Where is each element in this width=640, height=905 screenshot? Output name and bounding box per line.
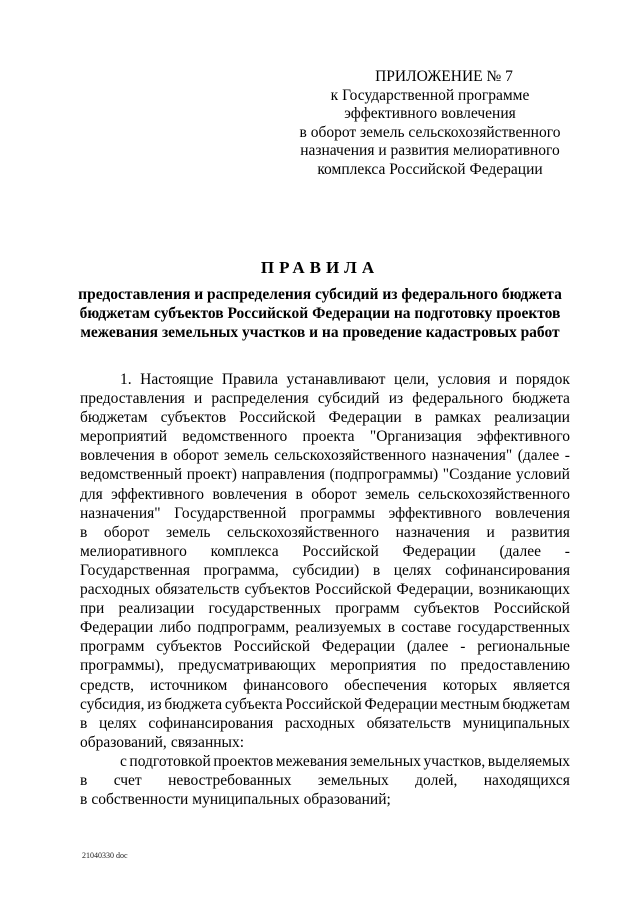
- body-word: реализации: [118, 600, 195, 618]
- body-word: государственных: [457, 619, 570, 637]
- body-word: эффективного: [477, 428, 570, 446]
- body-line: [80, 771, 570, 790]
- body-word: проекта: [302, 428, 355, 446]
- body-word: Федерации: [80, 619, 154, 637]
- body-word: по: [430, 657, 447, 675]
- body-word: Федерации: [364, 695, 438, 713]
- body-word: образований;: [303, 791, 391, 809]
- body-word: в: [372, 561, 381, 579]
- body-word: Государственная: [80, 561, 191, 579]
- body-word: реализуемых: [295, 619, 382, 637]
- body-word: Правила: [221, 371, 278, 388]
- body-word: мелиоративного: [80, 542, 187, 560]
- body-word: субъектов: [160, 409, 227, 427]
- annex-number: ПРИЛОЖЕНИЕ № 7: [375, 68, 513, 85]
- body-word: оборот: [311, 485, 357, 503]
- body-word: условий: [515, 466, 570, 484]
- body-line: [80, 637, 570, 656]
- body-word: выделяемых: [487, 752, 570, 770]
- body-word: вовлечения: [80, 447, 155, 465]
- body-word: муниципальных: [462, 714, 570, 732]
- body-word: средств,: [80, 676, 135, 694]
- body-word: земельных: [350, 752, 421, 770]
- body-word: сельскохозяйственного: [417, 485, 570, 503]
- body-line: [80, 465, 570, 484]
- body-line: [80, 427, 570, 446]
- annex-line: в оборот земель сельскохозяйственного: [299, 123, 561, 141]
- body-word: собственности: [91, 791, 189, 809]
- body-word: муниципальных: [192, 791, 300, 809]
- subtitle-line: межевания земельных участков и на проведение кадастровых работ: [80, 324, 560, 341]
- body-word: Федерации: [328, 409, 402, 427]
- body-word: программа,: [203, 561, 279, 579]
- body-word: обеспечения: [344, 676, 427, 694]
- body-word: -: [460, 638, 466, 656]
- body-word: Российской: [239, 409, 316, 427]
- body-word: условия: [437, 371, 491, 388]
- body-word: реализации: [494, 409, 570, 427]
- body-word: субсидии): [292, 561, 360, 579]
- body-word: назначения": [431, 447, 513, 465]
- body-word: связанных:: [170, 733, 244, 751]
- body-word: Российской: [493, 600, 570, 618]
- body-word: и: [194, 390, 203, 408]
- body-word: ведомственного: [182, 428, 288, 446]
- document-subtitle: [70, 285, 570, 342]
- document-title: ПРАВИЛА: [260, 258, 380, 277]
- body-word: для: [80, 485, 103, 503]
- body-word: в: [295, 485, 303, 503]
- body-word: из: [388, 390, 404, 408]
- body-word: Государственной: [174, 504, 287, 522]
- body-word: обязательств: [366, 714, 451, 732]
- body-word: рамках: [434, 409, 482, 427]
- body-word: бюджетам: [80, 409, 148, 427]
- body-word: в: [80, 714, 88, 732]
- body-line: [80, 618, 570, 637]
- body-line: [80, 408, 570, 427]
- body-word: либо: [159, 619, 192, 637]
- body-word: оборот: [103, 523, 150, 541]
- body-word: бюджета: [164, 695, 223, 713]
- body-word: в: [387, 619, 396, 637]
- body-word: подготовкой: [129, 752, 211, 770]
- body-word: возникающих: [478, 581, 570, 599]
- body-word: Российской: [233, 638, 311, 656]
- body-word: счет: [113, 771, 142, 789]
- body-word: субъектов: [413, 600, 480, 618]
- body-word: Российской: [302, 542, 379, 560]
- annex-header: [290, 68, 570, 180]
- body-word: долей,: [415, 771, 458, 789]
- body-word: сельскохозяйственного: [227, 523, 380, 541]
- body-line: [80, 714, 570, 733]
- body-word: земель: [365, 485, 410, 503]
- body-word: "Создание: [442, 466, 512, 484]
- body-word: обязательств: [155, 581, 240, 599]
- body-word: Федерации: [402, 542, 476, 560]
- body-line: [80, 656, 570, 675]
- body-word: находящихся: [483, 771, 570, 789]
- body-word: Федерации,: [396, 581, 474, 599]
- body-word: программы),: [80, 657, 164, 675]
- annex-line: к Государственной программе: [330, 86, 530, 104]
- body-word: комплекса: [210, 542, 279, 560]
- body-word: устанавливают: [286, 371, 386, 388]
- body-word: вовлечения: [212, 485, 288, 503]
- body-word: мероприятия: [330, 657, 417, 675]
- body-word: при: [80, 600, 105, 618]
- body-word: развития: [511, 523, 570, 541]
- body-word: из: [147, 695, 162, 713]
- body-word: в: [80, 791, 88, 809]
- body-word: назначения: [395, 523, 470, 541]
- body-line: [80, 733, 570, 752]
- body-word: порядок: [515, 371, 570, 388]
- body-word: (подпрограммы): [329, 466, 439, 484]
- body-word: субсидия,: [80, 695, 145, 713]
- subtitle-line: предоставления и распределения субсидий из федерального бюджета: [78, 286, 562, 303]
- body-line: [80, 790, 570, 809]
- body-word: цели,: [393, 371, 430, 388]
- body-line: [80, 752, 570, 771]
- body-word: предусматривающих: [178, 657, 317, 675]
- body-word: с: [120, 752, 127, 770]
- body-word: проектов: [213, 752, 274, 770]
- file-footer: 21040330 doc: [82, 851, 128, 860]
- body-line: [80, 504, 570, 523]
- subtitle-line: бюджетам субъектов Российской Федерации на подготовку проектов: [79, 305, 561, 322]
- body-word: софинансирования: [445, 561, 570, 579]
- body-word: участков,: [423, 752, 486, 770]
- body-word: в: [80, 523, 88, 541]
- body-word: образований,: [80, 733, 167, 751]
- body-word: направления: [241, 466, 325, 484]
- body-line: [80, 695, 570, 714]
- body-word: источником: [149, 676, 228, 694]
- body-line: [80, 446, 570, 465]
- body-word: субъекта: [224, 695, 283, 713]
- body-word: Федерации: [321, 638, 396, 656]
- body-word: и: [498, 371, 508, 388]
- body-word: Российской: [315, 581, 392, 599]
- body-word: эффективного: [388, 504, 482, 522]
- body-line: [80, 542, 570, 561]
- body-word: целях: [393, 561, 432, 579]
- body-word: -: [564, 542, 570, 560]
- body-word: 1.: [120, 371, 132, 388]
- body-word: софинансирования: [148, 714, 274, 732]
- body-word: Настоящие: [140, 371, 214, 388]
- body-word: программ: [335, 600, 400, 618]
- body-word: "Организация: [369, 428, 462, 446]
- body-word: -: [564, 447, 570, 465]
- body-word: мероприятий: [80, 428, 168, 446]
- body-word: подпрограмм,: [197, 619, 290, 637]
- body-word: невостребованных: [168, 771, 292, 789]
- body-word: земель: [165, 523, 211, 541]
- annex-line: назначения и развития мелиоративного: [300, 142, 560, 160]
- body-word: (далее: [499, 542, 542, 560]
- body-word: государственных: [208, 600, 322, 618]
- body-word: целях: [98, 714, 137, 732]
- annex-line: комплекса Российской Федерации: [317, 160, 543, 178]
- body-word: в: [414, 409, 422, 427]
- body-word: оборот: [173, 447, 219, 465]
- body-word: субсидий: [317, 390, 380, 408]
- body-word: является: [513, 676, 570, 694]
- body-word: Российской: [285, 695, 362, 713]
- body-word: расходных: [284, 714, 355, 732]
- body-word: (далее: [517, 447, 560, 465]
- body-word: ведомственный: [80, 466, 183, 484]
- body-word: эффективного: [111, 485, 205, 503]
- body-word: федерального: [412, 390, 504, 408]
- body-word: вовлечения: [495, 504, 570, 522]
- body-word: проект): [186, 466, 237, 484]
- body-word: межевания: [275, 752, 348, 770]
- body-word: субъектов: [244, 581, 311, 599]
- body-line: [80, 580, 570, 599]
- body-line: [80, 523, 570, 542]
- body-word: предоставлению: [460, 657, 570, 675]
- body-word: составе: [401, 619, 452, 637]
- body-word: субъектов: [156, 638, 222, 656]
- body-word: программы: [300, 504, 375, 522]
- body-word: программ: [80, 638, 145, 656]
- body-word: предоставления: [80, 390, 185, 408]
- body-line: [80, 370, 570, 389]
- body-line: [80, 389, 570, 408]
- body-word: бюджета: [512, 390, 570, 408]
- body-word: (далее: [406, 638, 449, 656]
- body-paragraphs: [80, 370, 570, 809]
- body-word: назначения": [80, 504, 161, 522]
- body-word: местным: [440, 695, 500, 713]
- body-word: которых: [442, 676, 498, 694]
- body-line: [80, 561, 570, 580]
- body-word: сельскохозяйственного: [274, 447, 427, 465]
- body-word: земельных: [317, 771, 389, 789]
- body-word: расходных: [80, 581, 151, 599]
- annex-line: эффективного вовлечения: [344, 105, 516, 123]
- body-word: в: [80, 771, 88, 789]
- body-word: и: [486, 523, 495, 541]
- body-word: в: [160, 447, 168, 465]
- body-line: [80, 485, 570, 504]
- body-word: региональные: [477, 638, 570, 656]
- body-line: [80, 676, 570, 695]
- body-word: бюджетам: [502, 695, 570, 713]
- body-line: [80, 599, 570, 618]
- body-word: земель: [224, 447, 269, 465]
- body-word: финансового: [243, 676, 329, 694]
- body-word: распределения: [211, 390, 309, 408]
